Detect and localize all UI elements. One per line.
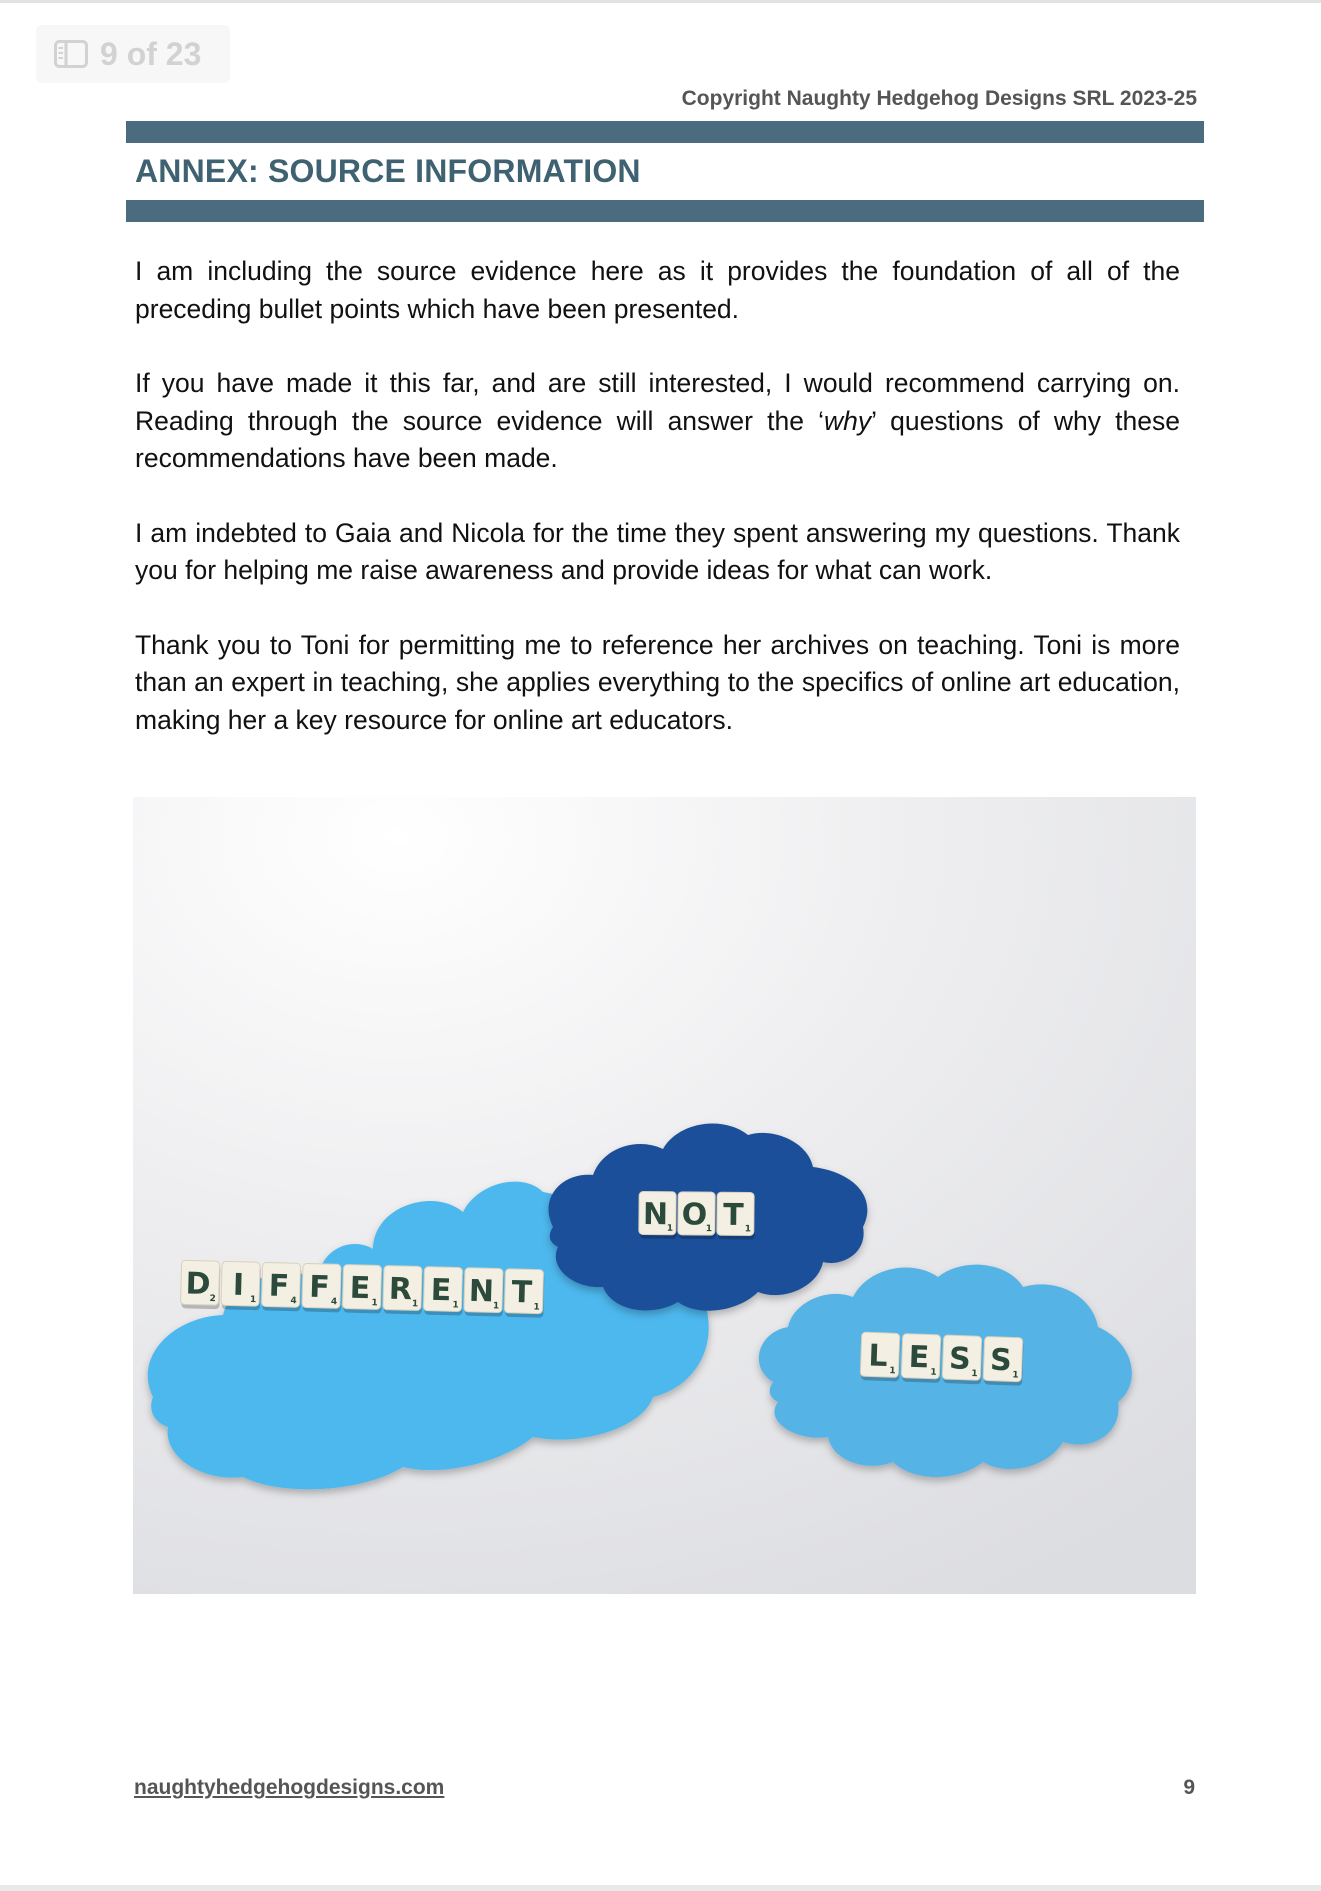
tile-letter: F <box>268 1268 290 1305</box>
paragraph-source-evidence: I am including the source evidence here as it provides the foundation of all of the preceding bullet points which have been presented. <box>135 256 1180 324</box>
tile-score: 4 <box>290 1296 297 1307</box>
paragraph-text: ’ questions of why these recommendations have been made. <box>135 405 1180 473</box>
tile-score: 1 <box>249 1295 257 1306</box>
header-rule-bottom <box>126 200 1204 222</box>
paragraph-recommendation <box>135 365 1180 478</box>
page-number: 9 <box>1183 1776 1195 1799</box>
tile-letter: T <box>511 1274 533 1311</box>
paragraph-thanks-toni: Thank you to Toni for permitting me to reference her archives on teaching. Toni is more than an expert in teaching, she applies everything to the specifics of online art education, making her a key resource for online art educators. <box>135 629 1180 735</box>
tile-score: 1 <box>744 1224 752 1235</box>
scrabble-tile <box>383 1266 423 1315</box>
scrabble-tile <box>860 1332 901 1381</box>
tile-score: 1 <box>889 1366 896 1377</box>
scrabble-tile <box>261 1262 301 1311</box>
tile-score: 1 <box>930 1367 937 1378</box>
scrabble-tile <box>464 1268 504 1317</box>
tile-letter: E <box>908 1339 930 1376</box>
tile-score: 1 <box>1012 1370 1019 1381</box>
tile-letter: T <box>723 1197 744 1233</box>
scrabble-tile <box>983 1336 1024 1385</box>
tile-score: 4 <box>330 1297 338 1308</box>
tile-score: 1 <box>533 1302 540 1313</box>
scrabble-tile <box>342 1264 382 1313</box>
tile-letter: E <box>430 1272 452 1309</box>
tile-letter: L <box>867 1338 889 1375</box>
tile-letter: I <box>232 1267 245 1303</box>
tile-letter: S <box>948 1341 972 1377</box>
scrabble-tile <box>504 1269 544 1318</box>
emphasis-why: why <box>823 405 872 436</box>
tile-letter: E <box>349 1270 371 1307</box>
scrabble-tile <box>678 1192 716 1239</box>
scrabble-tile <box>221 1261 261 1310</box>
paragraph-text: If you have made it this far, and are still interested, I would recommend carrying on. Reading through the source evidence will answer the ‘ <box>135 368 1180 436</box>
scrabble-tile <box>717 1192 755 1239</box>
tile-score: 1 <box>411 1299 419 1310</box>
tile-score: 1 <box>971 1369 978 1380</box>
header-rule-top <box>126 121 1204 143</box>
tile-score: 1 <box>492 1301 500 1312</box>
body-text <box>135 253 1180 776</box>
scrabble-tile <box>901 1334 942 1383</box>
tiles-different <box>180 1260 544 1317</box>
tile-score: 1 <box>371 1298 378 1309</box>
section-title: ANNEX: SOURCE INFORMATION <box>135 153 641 189</box>
scrabble-tile <box>942 1335 983 1384</box>
page-indicator[interactable] <box>36 25 230 83</box>
website-link[interactable]: naughtyhedgehogdesigns.com <box>134 1776 445 1799</box>
tile-score: 1 <box>666 1223 674 1234</box>
tile-letter: R <box>388 1271 413 1308</box>
tiles-not <box>639 1191 755 1239</box>
paragraph-thanks-gaia-nicola: I am indebted to Gaia and Nicola for the time they spent answering my questions. Thank you for helping me raise awareness and provide ideas for what can work. <box>135 517 1180 585</box>
tile-letter: S <box>989 1342 1013 1379</box>
tile-letter: N <box>468 1273 495 1310</box>
scrabble-tile <box>302 1263 342 1312</box>
scrabble-tile <box>423 1267 463 1316</box>
tile-score: 1 <box>705 1224 713 1235</box>
sidebar-icon[interactable] <box>54 40 88 68</box>
page-indicator-label: 9 of 23 <box>100 35 202 72</box>
tile-letter: O <box>681 1197 708 1233</box>
scrabble-tile <box>180 1260 220 1309</box>
tile-letter: F <box>308 1269 331 1306</box>
scrabble-tile <box>639 1191 677 1238</box>
tile-letter: D <box>185 1266 211 1302</box>
clouds-scrabble-photo <box>133 797 1196 1594</box>
copyright-notice: Copyright Naughty Hedgehog Designs SRL 2023-25 <box>681 87 1197 110</box>
tile-score: 1 <box>452 1300 459 1311</box>
tile-letter: N <box>642 1197 669 1233</box>
tile-score: 2 <box>209 1293 216 1305</box>
